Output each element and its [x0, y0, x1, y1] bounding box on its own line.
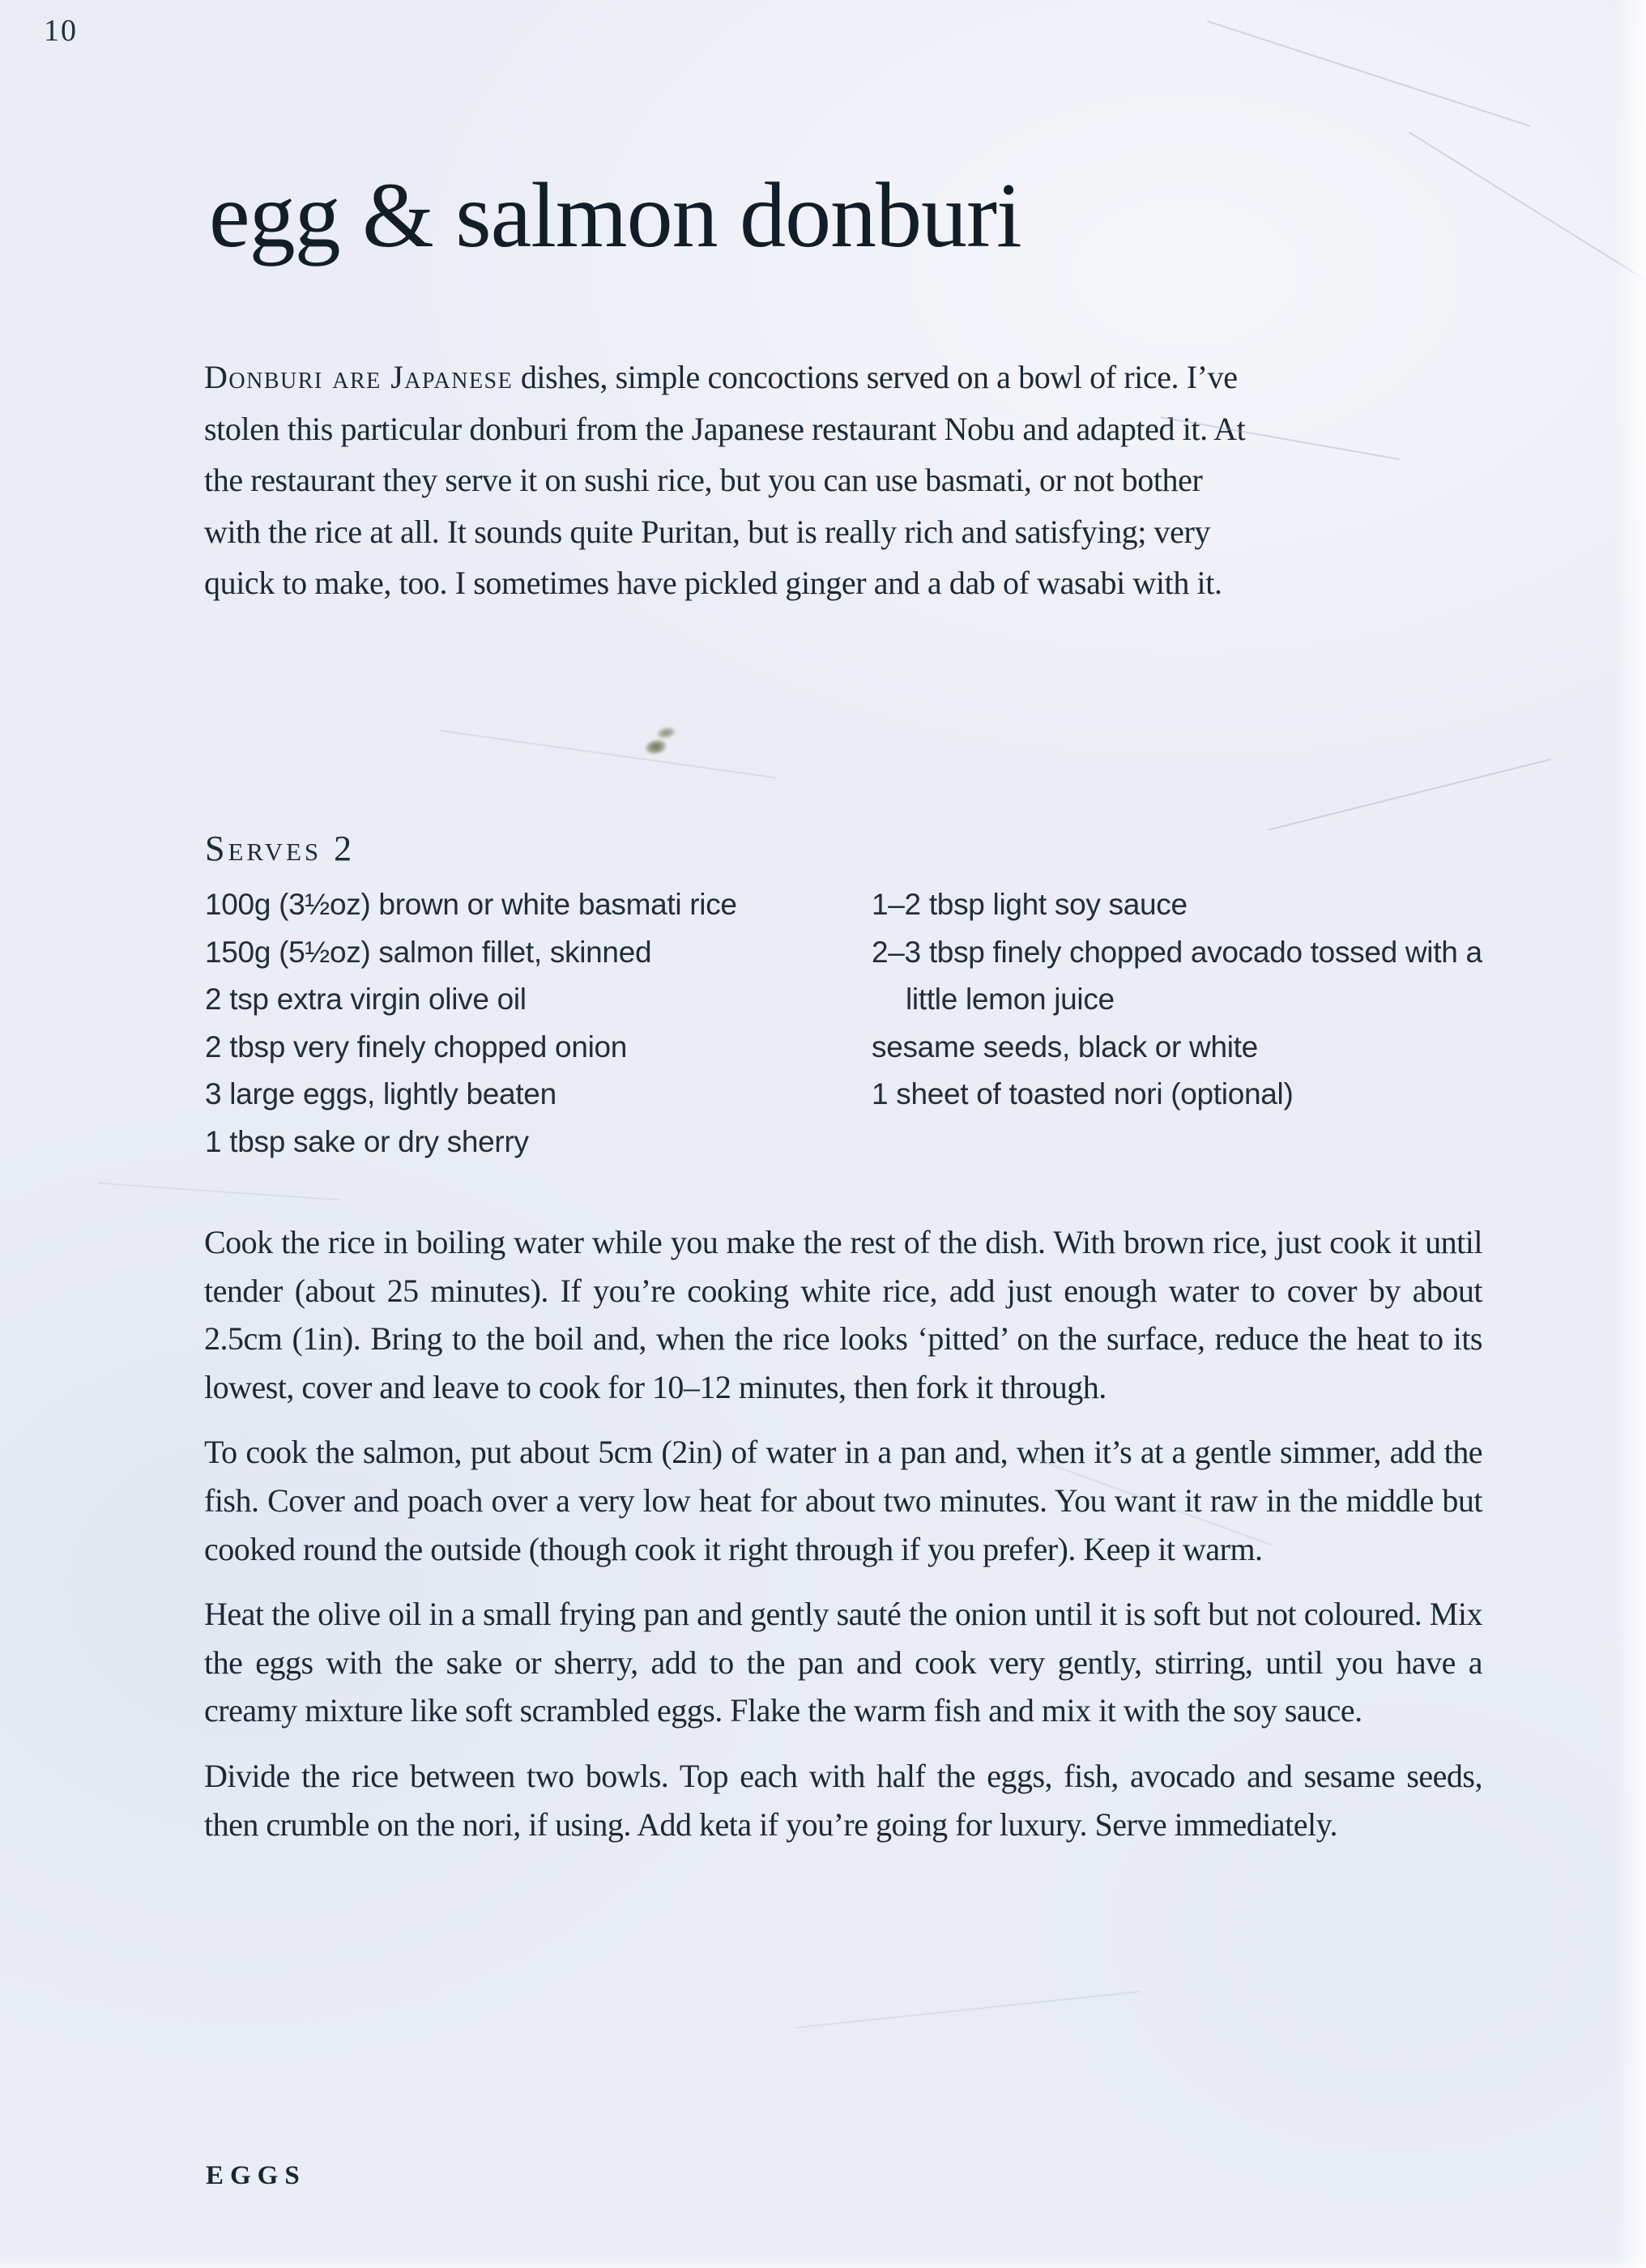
ingredient-item: 3 large eggs, lightly beaten — [205, 1077, 556, 1111]
ingredient-item: 2 tbsp very finely chopped onion — [205, 1030, 628, 1064]
ingredient-item: 150g (5½oz) salmon fillet, skinned — [205, 935, 652, 969]
ingredient-item: 2–3 tbsp finely chopped avocado tossed with a little lemon juice — [872, 935, 1482, 1017]
paper-scratch — [97, 1183, 339, 1201]
ingredients-list-left — [205, 881, 877, 1166]
recipe-title: egg & salmon donburi — [209, 164, 1021, 266]
paper-speck — [639, 719, 685, 760]
scan-edge-highlight — [1614, 0, 1646, 2268]
paper-scratch — [1268, 758, 1551, 830]
method-paragraph: Heat the olive oil in a small frying pan and gently sauté the onion until it is soft but not coloured. Mix the eggs with the sake or sherry, add to the pan and cook very gently, stirring, until you have a creamy mixture like soft scrambled eggs. Flake the warm fish and mix it with the soy sauce. — [204, 1596, 1482, 1729]
paper-scratch — [1409, 131, 1646, 356]
method-paragraph: Cook the rice in boiling water while you make the rest of the dish. With brown rice, just cook it until tender (about 25 minutes). If you’re cooking white rice, add just enough water to cover by about 2.5cm (1in). Bring to the boil and, when the rice looks ‘pitted’ on the surface, reduce the heat to its lowest, cover and leave to cook for 10–12 minutes, then fork it through. — [204, 1224, 1482, 1405]
intro-text: dishes, simple concoctions served on a bowl of rice. I’ve stolen this particular donburi from the Japanese restaurant Nobu and adapted it. At the restaurant they serve it on sushi rice, but you can use basmati, or not bother with the rice at all. It sounds quite Puritan, but is really rich and satisfying; very quick to make, too. I sometimes have pickled ginger and a dab of wasabi with it. — [204, 359, 1246, 601]
method-paragraph: Divide the rice between two bowls. Top each with half the eggs, fish, avocado and sesame seeds, then crumble on the nori, if using. Add keta if you’re going for luxury. Serve immediately. — [204, 1757, 1482, 1843]
chapter-footer: EGGS — [206, 2161, 306, 2190]
ingredient-item: 100g (3½oz) brown or white basmati rice — [205, 888, 737, 921]
method-section — [204, 1218, 1482, 1865]
paper-scratch — [795, 1991, 1141, 2029]
ingredient-item: 1 sheet of toasted nori (optional) — [872, 1077, 1294, 1111]
paper-scratch — [1207, 20, 1531, 127]
paper-scratch — [439, 730, 776, 778]
intro-paragraph — [204, 352, 1251, 609]
scan-edge-highlight — [0, 2255, 1646, 2268]
ingredient-item: sesame seeds, black or white — [872, 1030, 1258, 1064]
ingredient-item: 1 tbsp sake or dry sherry — [205, 1124, 529, 1158]
serves-label: Serves 2 — [205, 829, 356, 868]
ingredient-item: 2 tsp extra virgin olive oil — [205, 983, 527, 1017]
ingredients-list-right — [872, 881, 1505, 1119]
page-number: 10 — [44, 14, 78, 48]
intro-lead-smallcaps: Donburi are Japanese — [204, 359, 514, 395]
method-paragraph: To cook the salmon, put about 5cm (2in) of water in a pan and, when it’s at a gentle simmer, add the fish. Cover and poach over a very low heat for about two minutes. You want it raw in the middle but cooked round the outside (though cook it right through if you prefer). Keep it warm. — [204, 1434, 1482, 1567]
ingredient-item: 1–2 tbsp light soy sauce — [872, 888, 1188, 921]
